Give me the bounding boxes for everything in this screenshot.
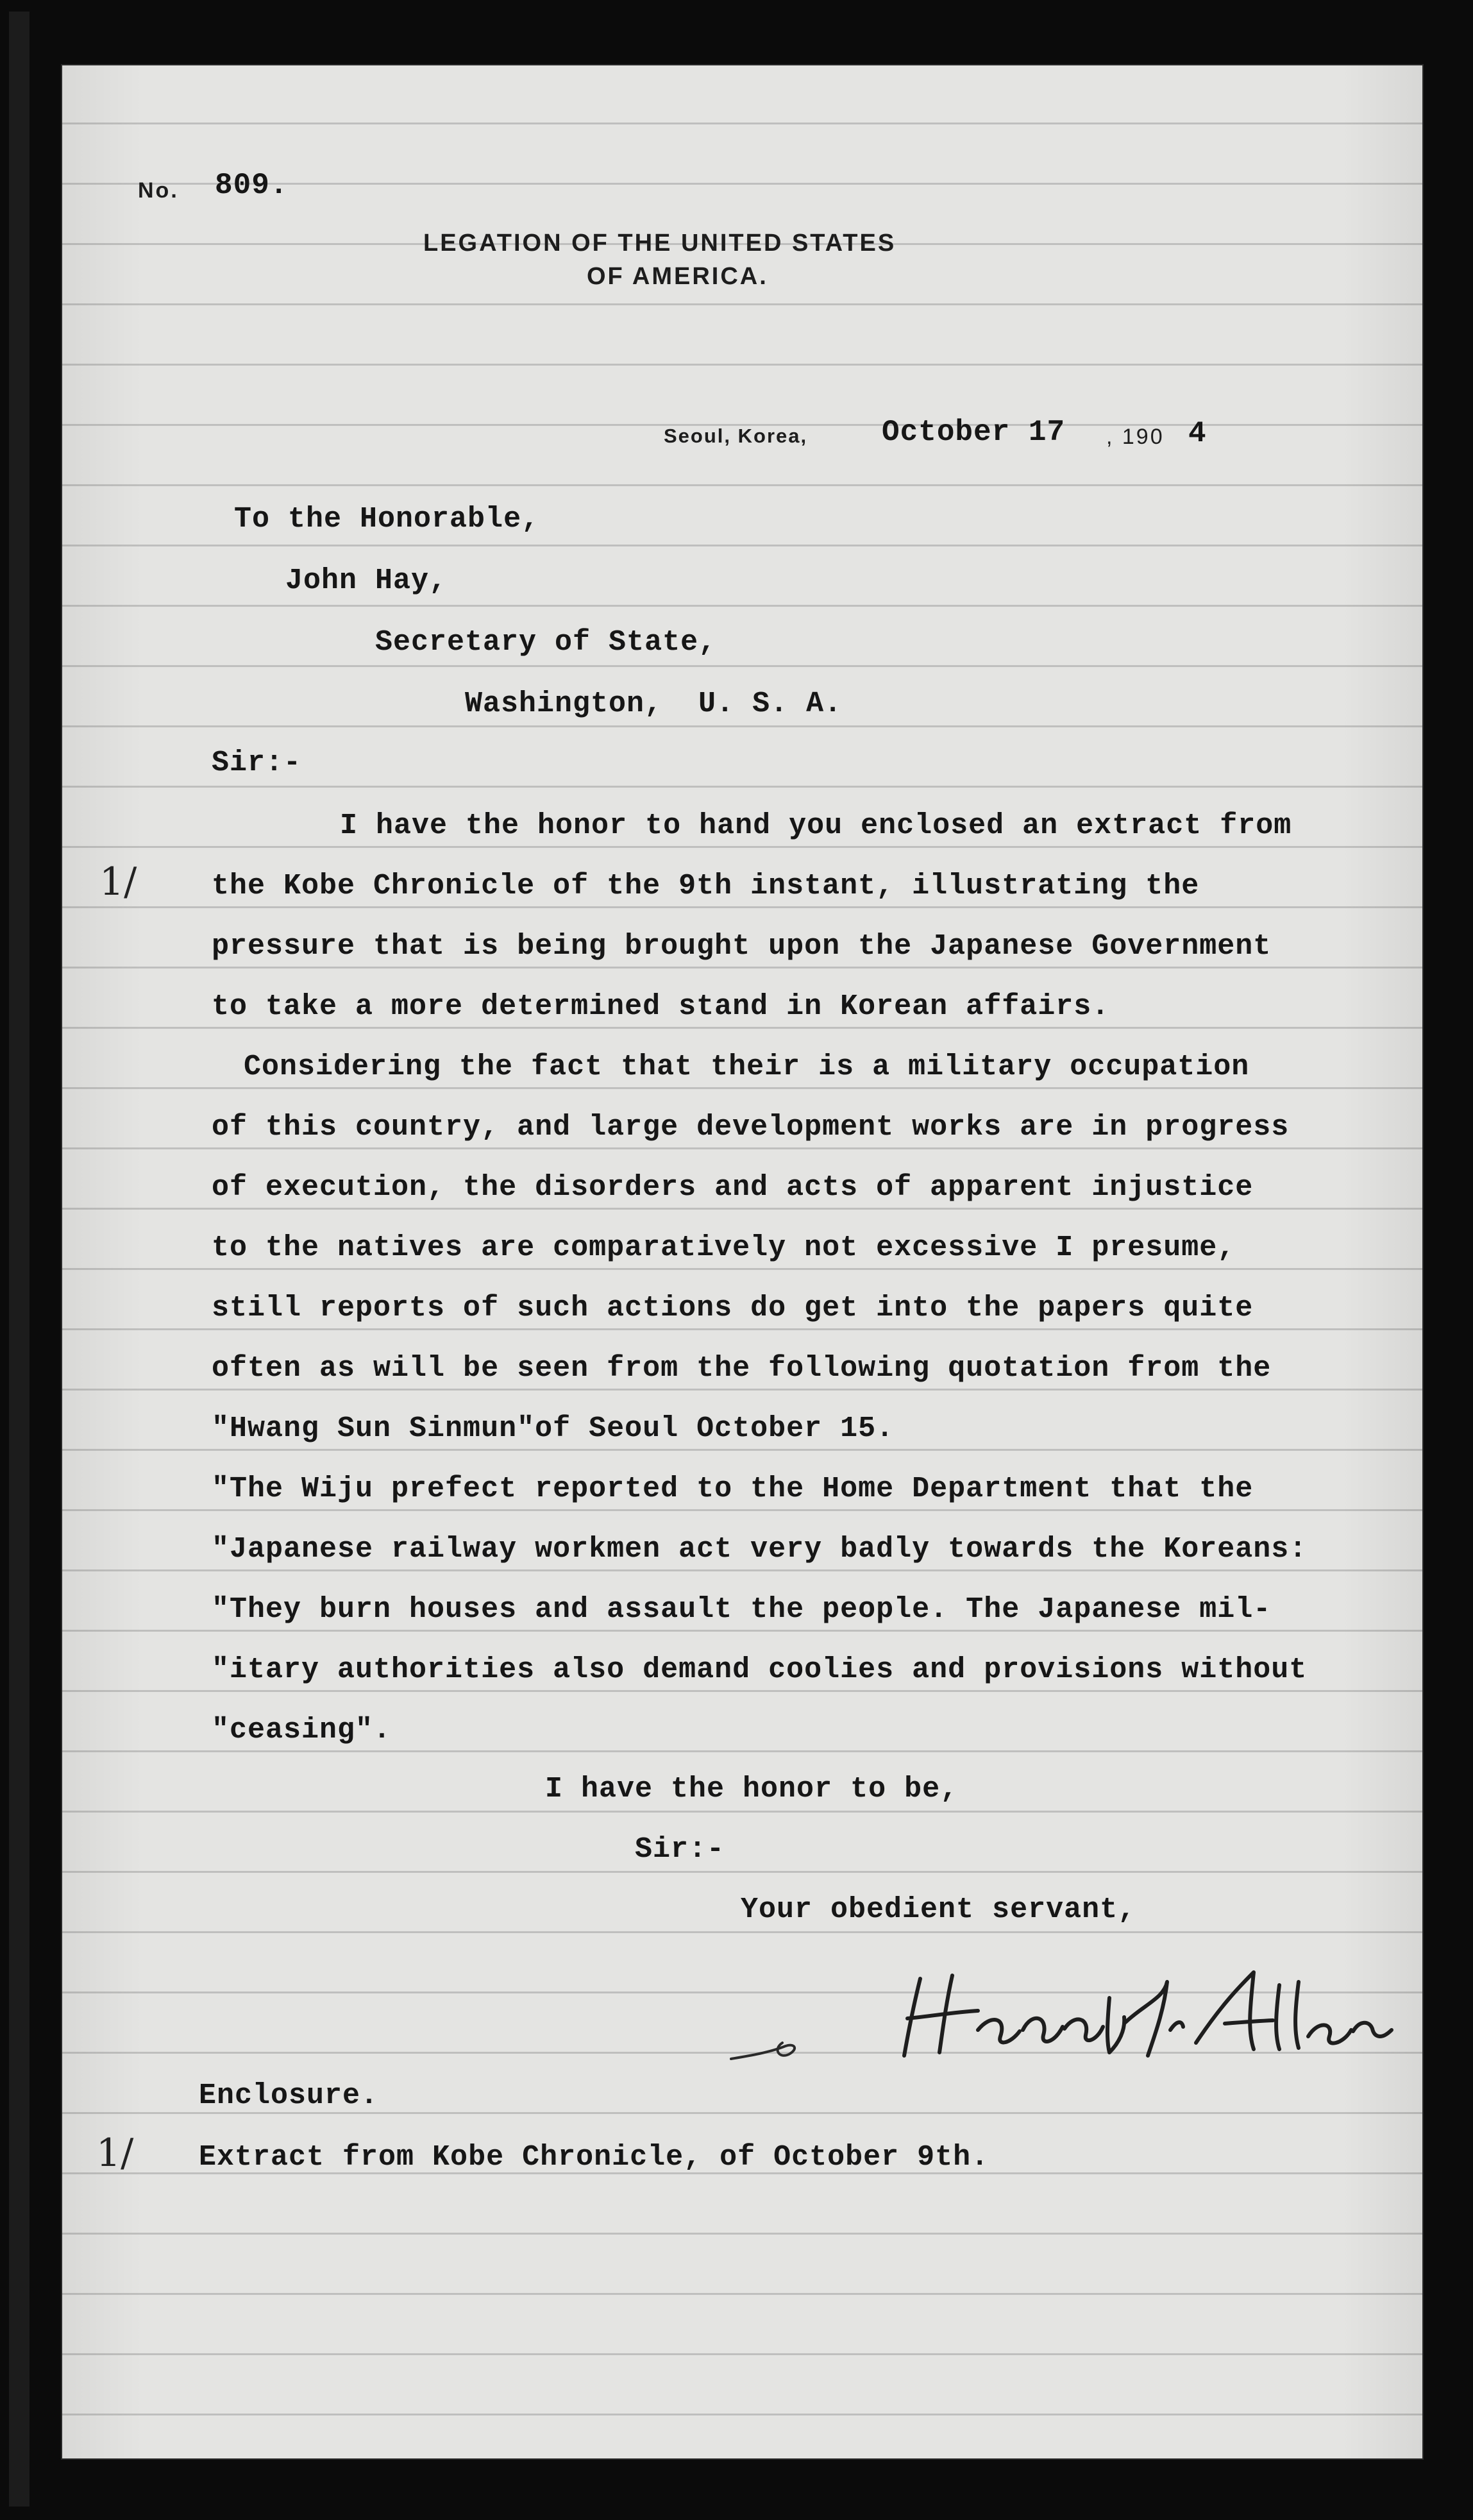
year-prefix: , 190 (1106, 425, 1165, 449)
quote-line: "The Wiju prefect reported to the Home Department that the (212, 1473, 1254, 1505)
body-line: pressure that is being brought upon the Japanese Government (212, 930, 1272, 963)
salutation: Sir:- (212, 747, 302, 779)
body-line: I have the honor to hand you enclosed an extract from (340, 809, 1292, 842)
margin-note: 1/ (99, 859, 137, 904)
letterhead-line-1: LEGATION OF THE UNITED STATES (423, 230, 896, 257)
address-line-3: Secretary of State, (375, 626, 717, 659)
quote-line: "Japanese railway workmen act very badly towards the Koreans: (212, 1533, 1308, 1566)
letterhead-line-2: OF AMERICA. (587, 263, 768, 290)
body-line: of this country, and large development works are in progress (212, 1111, 1290, 1144)
closing-line-1: I have the honor to be, (545, 1773, 959, 1805)
body-line: often as will be seen from the following quotation from the (212, 1352, 1272, 1385)
handwritten-signature (895, 1959, 1408, 2062)
address-line-2: John Hay, (285, 564, 448, 597)
body-line: to take a more determined stand in Korean affairs. (212, 990, 1110, 1023)
closing-line-2: Sir:- (635, 1833, 725, 1866)
address-line-4: Washington, U. S. A. (465, 688, 843, 720)
enclosure-label: Enclosure. (199, 2079, 379, 2112)
dispatch-number: 809. (215, 169, 289, 202)
quote-line: "itary authorities also demand coolies and provisions without (212, 1653, 1308, 1686)
address-line-1: To the Honorable, (234, 503, 540, 536)
pen-mark (725, 2030, 808, 2068)
body-line: Considering the fact that their is a military occupation (244, 1051, 1250, 1083)
quote-line: "ceasing". (212, 1714, 392, 1746)
enclosure-ref: 1/ (96, 2131, 134, 2176)
enclosure-item: Extract from Kobe Chronicle, of October 9th. (199, 2141, 989, 2174)
body-line: of execution, the disorders and acts of apparent injustice (212, 1171, 1254, 1204)
number-label: No. (138, 178, 179, 203)
closing-line-3: Your obedient servant, (741, 1893, 1136, 1926)
place-line: Seoul, Korea, (664, 425, 808, 447)
year-suffix: 4 (1188, 417, 1207, 450)
body-line: still reports of such actions do get into the papers quite (212, 1292, 1254, 1324)
date: October 17 (882, 416, 1066, 449)
quote-line: "They burn houses and assault the people. The Japanese mil- (212, 1593, 1272, 1626)
film-frame-edge (9, 12, 29, 2507)
body-line: to the natives are comparatively not excessive I presume, (212, 1231, 1236, 1264)
body-line: the Kobe Chronicle of the 9th instant, illustrating the (212, 870, 1200, 902)
body-line: "Hwang Sun Sinmun"of Seoul October 15. (212, 1412, 895, 1445)
